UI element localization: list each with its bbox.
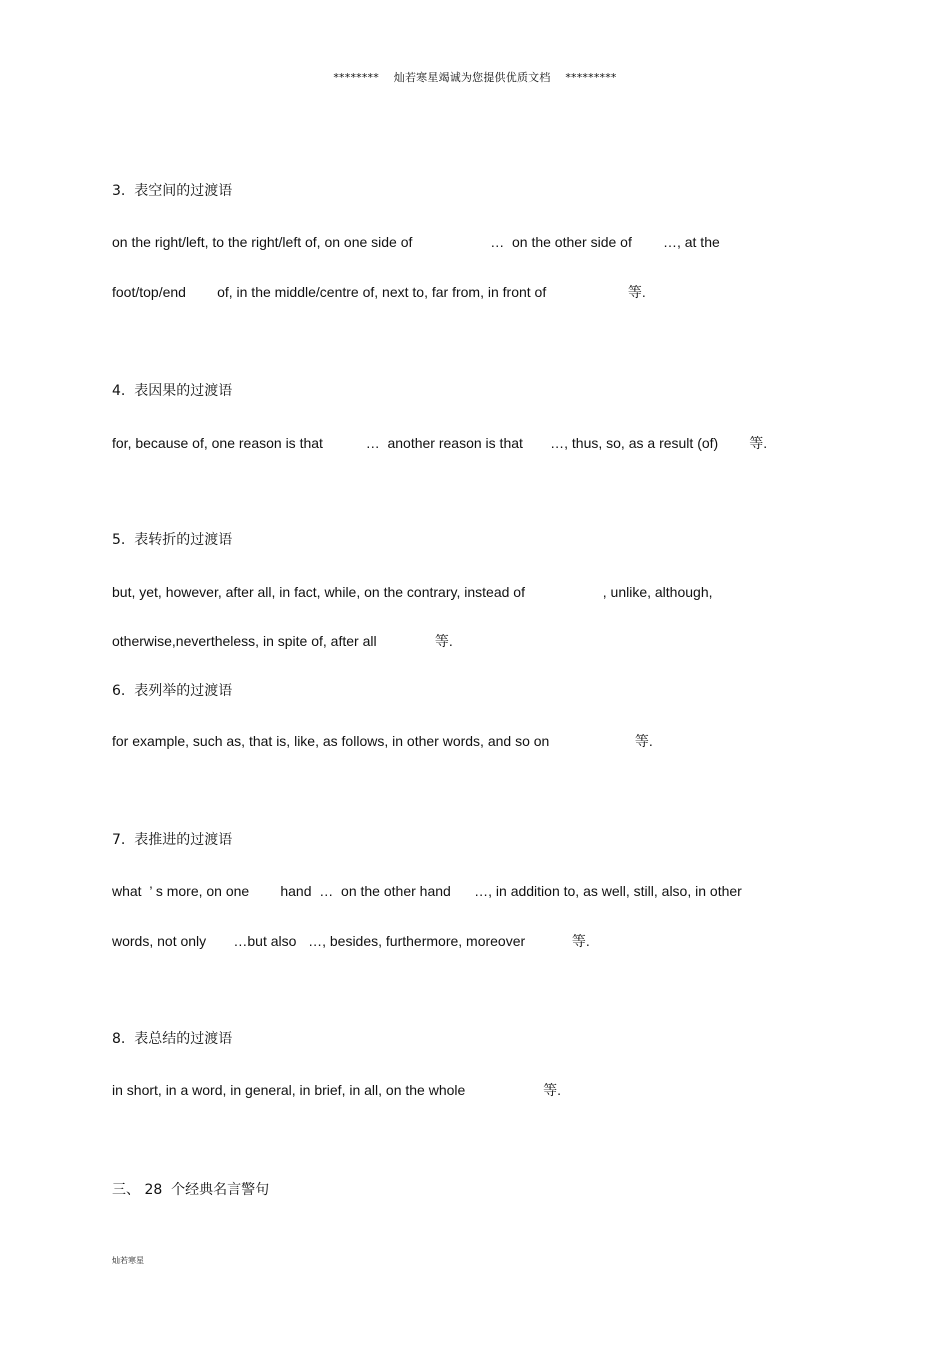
section-5-line-2: otherwise,nevertheless, in spite of, after all 等.: [112, 633, 453, 649]
section-3-heading: 3. 表空间的过渡语: [112, 183, 233, 199]
section-5-line-1: but, yet, however, after all, in fact, while, on the contrary, instead of , unlike, although,: [112, 584, 713, 600]
section-5-heading: 5. 表转折的过渡语: [112, 532, 233, 548]
section-7-line-1: what ’ s more, on one hand … on the other hand …, in addition to, as well, still, also, in other: [112, 883, 742, 899]
section-7-line-2: words, not only …but also …, besides, furthermore, moreover 等.: [112, 933, 590, 949]
page-header: ******** 灿若寒星竭诚为您提供优质文档 *********: [333, 71, 617, 84]
section-4-line-1: for, because of, one reason is that … another reason is that …, thus, so, as a result (of) 等.: [112, 435, 768, 451]
section-7-heading: 7. 表推进的过渡语: [112, 832, 233, 848]
section-6-heading: 6. 表列举的过渡语: [112, 683, 233, 699]
section-3-line-1: on the right/left, to the right/left of, on one side of … on the other side of …, at the: [112, 234, 720, 250]
page-footer: 灿若寒星: [112, 1256, 144, 1265]
section-4-heading: 4. 表因果的过渡语: [112, 383, 233, 399]
part-three-title: 三、 28 个经典名言警句: [112, 1182, 270, 1198]
section-6-line-1: for example, such as, that is, like, as follows, in other words, and so on 等.: [112, 733, 653, 749]
section-8-line-1: in short, in a word, in general, in brief, in all, on the whole 等.: [112, 1082, 561, 1098]
section-8-heading: 8. 表总结的过渡语: [112, 1031, 233, 1047]
section-3-line-2: foot/top/end of, in the middle/centre of, next to, far from, in front of 等.: [112, 284, 646, 300]
